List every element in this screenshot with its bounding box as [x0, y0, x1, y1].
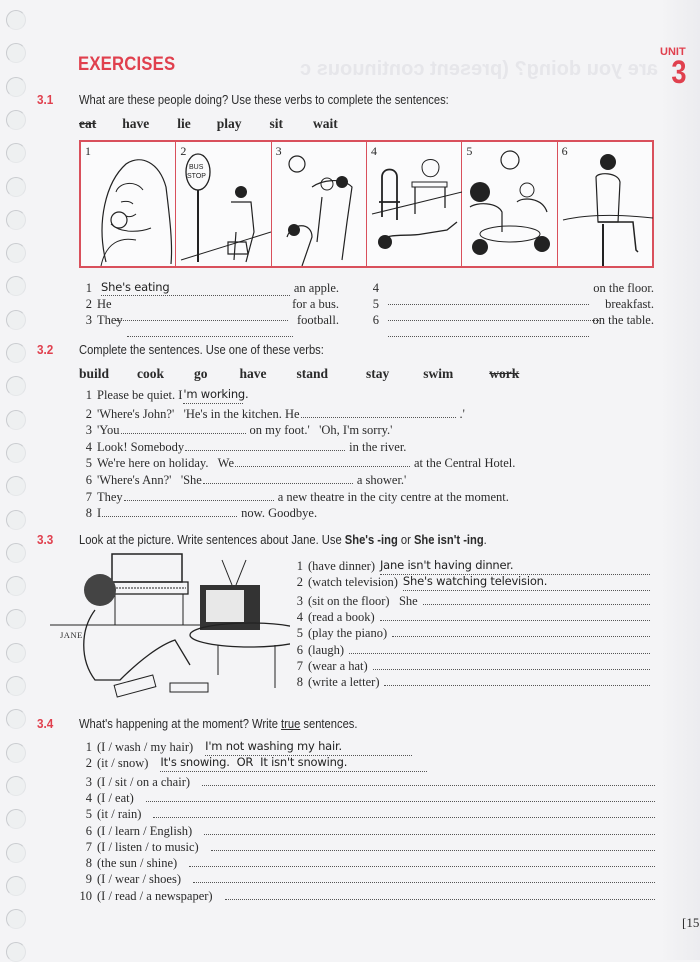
- sentence-row: [79, 438, 406, 455]
- handwritten-answer: She's eating: [101, 280, 170, 294]
- sentence-row: [79, 388, 247, 404]
- exercise-3-4-instruction: [79, 716, 357, 731]
- woman-eating-apple-illustration: [81, 142, 176, 266]
- item-number: 1: [85, 740, 92, 754]
- verb-option: swim: [423, 366, 454, 381]
- binding-hole: [6, 143, 26, 163]
- picture-panel-3: [272, 142, 367, 266]
- sentence-prefix: Please be quiet. I: [97, 388, 183, 402]
- panel-number: 2: [180, 144, 187, 158]
- sentence-suffix: now. Goodbye.: [241, 506, 318, 521]
- item-number: 5: [85, 807, 92, 822]
- binding-hole: [6, 909, 26, 929]
- verb-option: work: [489, 366, 520, 381]
- answer-blank[interactable]: [211, 838, 655, 851]
- item-number: 9: [85, 872, 92, 887]
- picture-panel-4: [367, 142, 462, 266]
- verb-option: cook: [137, 366, 165, 381]
- sentence-prefix: He: [97, 297, 112, 311]
- item-number: 8: [85, 856, 92, 871]
- binding-hole: [6, 776, 26, 796]
- item-number: 8: [296, 675, 303, 690]
- instruction-text: or: [397, 532, 414, 547]
- sentence-row: [72, 773, 655, 790]
- svg-text:STOP: STOP: [187, 173, 207, 180]
- jane-on-floor-illustration: [40, 550, 290, 700]
- handwritten-answer: It's snowing. OR It isn't snowing.: [160, 755, 348, 770]
- binding-hole: [6, 276, 26, 296]
- sentence-row: [72, 854, 655, 871]
- sentence-suffix: for a bus.: [292, 297, 339, 311]
- item-number: 10: [79, 888, 92, 903]
- sentence-suffix: breakfast.: [605, 297, 654, 311]
- answer-blank[interactable]: [403, 575, 650, 591]
- sentence-row: [290, 657, 650, 674]
- instruction-text: .: [483, 532, 487, 547]
- exercise-3-3-instruction: [79, 532, 487, 547]
- item-number: 4: [372, 281, 379, 295]
- show-through-heading: are you doing? (present continuous c: [300, 58, 658, 80]
- sentence-row: [290, 592, 650, 609]
- verb-option: go: [194, 366, 208, 381]
- item-number: 3: [85, 774, 92, 789]
- sentence-suffix: a new theatre in the city centre at the moment.: [277, 489, 509, 504]
- sentence-row: [79, 421, 392, 438]
- sentence-prefix: They: [97, 489, 123, 504]
- prompt: (the sun / shine): [97, 856, 178, 871]
- item-number: 5: [372, 297, 379, 311]
- exercise-3-1-picture-strip: [79, 140, 654, 268]
- item-number: 3: [85, 423, 92, 438]
- sentence-row: [290, 575, 650, 591]
- prompt: (laugh): [308, 642, 345, 657]
- answer-blank[interactable]: [202, 773, 655, 786]
- answer-blank[interactable]: [380, 559, 650, 575]
- panel-number: 3: [275, 144, 282, 158]
- sentence-row: [72, 838, 655, 855]
- family-breakfast-illustration: [462, 142, 557, 266]
- sentence-prefix: 'You: [97, 423, 120, 438]
- exercise-3-2-verb-list: [79, 366, 519, 382]
- item-number: 1: [85, 281, 92, 295]
- prompt: (I / wear / shoes): [97, 872, 181, 887]
- exercise-number-3-4: 3.4: [37, 716, 54, 731]
- verb-option: lie: [177, 116, 191, 131]
- sentence-prefix: I: [97, 506, 102, 521]
- instruction-bold: She isn't -ing: [413, 532, 484, 547]
- sentence-suffix: on the table.: [592, 313, 654, 327]
- sentence-row: [72, 789, 655, 806]
- sentence-row: [79, 454, 515, 471]
- instruction-text: sentences.: [300, 716, 358, 731]
- answer-blank[interactable]: [183, 387, 249, 404]
- binding-hole: [6, 709, 26, 729]
- prompt: (I / read / a newspaper): [97, 888, 213, 903]
- unit-label: UNIT: [660, 46, 686, 58]
- handwritten-answer: I'm not washing my hair.: [205, 739, 342, 753]
- sentence-row: [290, 624, 650, 641]
- sentence-row: [79, 313, 339, 337]
- exercise-3-1-instruction: What are these people doing? Use these verbs to complete the sentences:: [79, 92, 449, 107]
- verb-option: sit: [269, 116, 284, 131]
- answer-blank[interactable]: [349, 641, 650, 654]
- sentence-prefix: We're here on holiday. We: [97, 456, 234, 471]
- item-number: 2: [85, 297, 92, 311]
- handwritten-answer: Jane isn't having dinner.: [379, 558, 514, 572]
- item-number: 2: [296, 575, 303, 590]
- sentence-row: [290, 641, 650, 658]
- exercise-3-2-instruction: Complete the sentences. Use one of these verbs:: [79, 342, 324, 357]
- prompt: (watch television): [308, 575, 398, 590]
- answer-blank[interactable]: [388, 324, 589, 337]
- panel-number: 1: [85, 144, 91, 158]
- answer-blank[interactable]: [235, 454, 410, 467]
- item-number: 6: [372, 313, 379, 327]
- verb-option: have: [239, 366, 267, 381]
- sentence-row: [290, 559, 650, 575]
- answer-blank[interactable]: [203, 471, 353, 484]
- binding-hole: [6, 343, 26, 363]
- exercise-number-3-1: 3.1: [37, 92, 54, 107]
- sentence-row: [72, 756, 427, 772]
- sentence-prefix: 'Where's Ann?' 'She: [97, 473, 202, 487]
- handwritten-answer: She's watching television.: [402, 574, 548, 589]
- sentence-suffix: a shower.': [356, 473, 407, 487]
- handwritten-answer: 'm working.: [183, 387, 249, 401]
- prompt: (I / listen / to music): [97, 839, 199, 854]
- jane-label: JANE: [60, 630, 83, 640]
- item-number: 2: [85, 406, 92, 421]
- answer-blank[interactable]: [205, 740, 412, 756]
- prompt: (sit on the floor) She: [308, 593, 418, 608]
- sentence-row: [72, 870, 655, 887]
- exercise-number-3-3: 3.3: [37, 532, 54, 547]
- binding-hole: [6, 676, 26, 696]
- sentence-suffix: an apple.: [293, 281, 339, 295]
- answer-blank[interactable]: [384, 673, 650, 686]
- bus-stop-illustration: [176, 142, 271, 266]
- answer-blank[interactable]: [121, 421, 246, 434]
- prompt: (I / eat): [97, 790, 134, 805]
- answer-blank[interactable]: [124, 488, 274, 501]
- instruction-bold: She's -ing: [344, 532, 398, 547]
- item-number: 3: [296, 593, 303, 608]
- verb-option: stand: [296, 366, 329, 381]
- item-number: 6: [296, 642, 303, 657]
- binding-hole: [6, 376, 26, 396]
- binding-hole: [6, 243, 26, 263]
- binding-hole: [6, 809, 26, 829]
- answer-blank[interactable]: [185, 438, 345, 451]
- sentence-row: [290, 608, 650, 625]
- answer-blank[interactable]: [102, 504, 237, 517]
- item-number: 7: [296, 658, 303, 673]
- binding-hole: [6, 10, 26, 30]
- prompt: (I / sit / on a chair): [97, 774, 191, 789]
- sentence-row: [79, 504, 317, 521]
- item-number: 5: [85, 456, 92, 471]
- sentence-suffix: on my foot.' 'Oh, I'm sorry.': [249, 423, 393, 438]
- answer-blank[interactable]: [127, 324, 293, 337]
- sentence-row: [72, 887, 655, 904]
- verb-option: build: [79, 366, 110, 381]
- binding-hole: [6, 210, 26, 230]
- sentence-suffix: football.: [296, 313, 339, 327]
- binding-hole: [6, 609, 26, 629]
- binding-hole: [6, 310, 26, 330]
- instruction-text: What's happening at the moment? Write: [79, 716, 282, 731]
- item-number: 5: [296, 626, 303, 641]
- verb-option: stay: [366, 366, 390, 381]
- binding-hole: [6, 410, 26, 430]
- sentence-prefix: Look! Somebody: [97, 439, 185, 454]
- picture-panel-1: [81, 142, 176, 266]
- instruction-text: Look at the picture. Write sentences about Jane. Use: [79, 532, 345, 547]
- prompt: (have dinner): [308, 559, 375, 573]
- prompt: (read a book): [308, 609, 375, 624]
- svg-text:BUS: BUS: [189, 164, 204, 171]
- unit-number: 3: [671, 54, 687, 90]
- item-number: 6: [85, 823, 92, 838]
- picture-panel-6: [558, 142, 652, 266]
- sentence-row: [79, 281, 339, 296]
- binding-hole: [6, 510, 26, 530]
- page-edge-shadow: [660, 0, 700, 960]
- prompt: (it / rain): [97, 807, 142, 822]
- prompt: (write a letter): [308, 675, 380, 690]
- item-number: 4: [296, 609, 303, 624]
- binding-hole: [6, 177, 26, 197]
- binding-hole: [6, 843, 26, 863]
- sentence-row: [290, 673, 650, 690]
- item-number: 1: [296, 559, 303, 573]
- binding-hole: [6, 576, 26, 596]
- prompt: (wear a hat): [308, 658, 368, 673]
- answer-blank[interactable]: [193, 870, 655, 883]
- woman-sitting-on-table-illustration: [558, 142, 653, 266]
- jane-picture: [40, 550, 290, 700]
- page-title: EXERCISES: [78, 54, 176, 75]
- binding-hole: [6, 543, 26, 563]
- prompt: (it / snow): [97, 756, 149, 771]
- panel-number: 4: [370, 144, 377, 158]
- exercise-number-3-2: 3.2: [37, 342, 54, 357]
- answer-blank[interactable]: [153, 805, 655, 818]
- binding-hole: [6, 942, 26, 962]
- item-number: 2: [85, 756, 92, 771]
- answer-blank[interactable]: [204, 822, 655, 835]
- prompt: (play the piano): [308, 626, 388, 641]
- panel-number: 6: [561, 144, 568, 158]
- item-number: 8: [85, 506, 92, 521]
- exercise-3-1-verb-list: [79, 116, 338, 132]
- item-number: 6: [85, 473, 92, 487]
- sentence-suffix: at the Central Hotel.: [414, 456, 516, 471]
- sentence-row: [72, 740, 412, 756]
- sentence-suffix: in the river.: [349, 439, 407, 454]
- binding-hole: [6, 476, 26, 496]
- verb-option: play: [216, 116, 242, 131]
- sentence-row: [79, 471, 406, 488]
- binding-hole: [6, 643, 26, 663]
- panel-number: 5: [466, 144, 473, 158]
- answer-blank[interactable]: [380, 608, 650, 621]
- answer-blank[interactable]: [373, 657, 650, 670]
- verb-option: wait: [313, 116, 338, 131]
- item-number: 1: [85, 388, 92, 402]
- item-number: 7: [85, 489, 92, 504]
- man-lying-on-floor-illustration: [367, 142, 462, 266]
- answer-blank[interactable]: [189, 854, 655, 867]
- verb-option: eat: [79, 116, 97, 131]
- answer-blank[interactable]: [423, 592, 650, 605]
- sentence-prefix: 'Where's John?' 'He's in the kitchen. He: [97, 406, 300, 421]
- binding-hole: [6, 443, 26, 463]
- item-number: 4: [85, 790, 92, 805]
- sentence-suffix: .': [459, 406, 465, 421]
- answer-blank[interactable]: [392, 624, 650, 637]
- item-number: 3: [85, 313, 92, 327]
- instruction-underlined: true: [281, 716, 301, 731]
- verb-option: have: [122, 116, 150, 131]
- item-number: 4: [85, 439, 92, 454]
- sentence-row: [72, 822, 655, 839]
- sentence-suffix: on the floor.: [593, 281, 654, 295]
- binding-hole: [6, 43, 26, 63]
- answer-blank[interactable]: [101, 281, 290, 296]
- sentence-row: [72, 805, 655, 822]
- football-players-illustration: [272, 142, 367, 266]
- answer-blank[interactable]: [146, 789, 655, 802]
- binding-hole: [6, 77, 26, 97]
- binding-hole: [6, 110, 26, 130]
- sentence-row: [79, 488, 509, 505]
- answer-blank[interactable]: [160, 756, 427, 772]
- sentence-row: [79, 405, 465, 422]
- picture-panel-5: [462, 142, 557, 266]
- picture-panel-2: [176, 142, 271, 266]
- sentence-row: [366, 313, 654, 337]
- prompt: (I / learn / English): [97, 823, 193, 838]
- answer-blank[interactable]: [301, 405, 456, 418]
- binding-hole: [6, 743, 26, 763]
- prompt: (I / wash / my hair): [97, 740, 194, 754]
- binding-hole: [6, 876, 26, 896]
- answer-blank[interactable]: [225, 887, 655, 900]
- page-number: [15: [682, 915, 700, 930]
- item-number: 7: [85, 839, 92, 854]
- sentence-prefix: They: [97, 313, 123, 327]
